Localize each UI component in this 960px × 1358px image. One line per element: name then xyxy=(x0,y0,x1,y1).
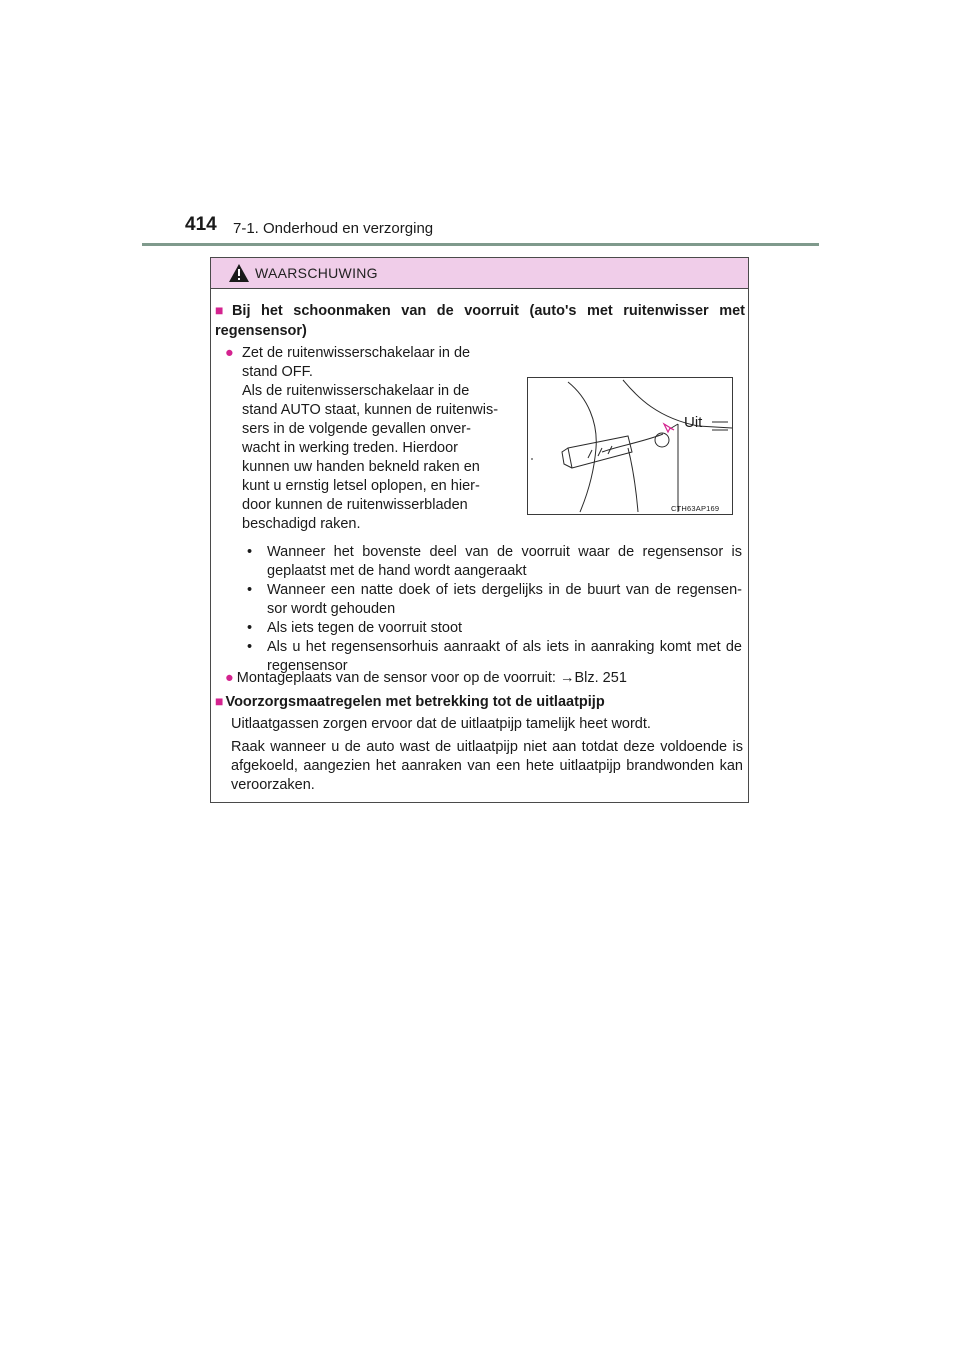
item-line: wacht in werking treden. Hierdoor xyxy=(242,440,458,456)
section-title: 7-1. Onderhoud en verzorging xyxy=(233,220,434,237)
dot-marker: • xyxy=(247,620,253,636)
list-item: • Als iets tegen de voorruit stoot xyxy=(247,620,463,636)
list-item-ruitenwisserschakelaar xyxy=(225,344,515,534)
list-item: • Wanneer het bovenste deel van de voorruit waar de regensensor is geplaatst met de hand wordt aangeraakt xyxy=(247,544,742,579)
item-line: kunt u ernstig letsel oplopen, en hier- xyxy=(242,478,480,494)
item-line: kunnen uw handen bekneld raken en xyxy=(242,459,480,475)
item-line: stand OFF. xyxy=(242,364,313,380)
list-item: • Wanneer een natte doek of iets dergelijks in de buurt van de regensen-sor wordt gehouden xyxy=(247,582,742,617)
list-item: • Als u het regensensorhuis aanraakt of als iets in aanraking komt met de regensensor xyxy=(247,639,742,674)
dot-marker: • xyxy=(247,639,253,655)
item-line: Als de ruitenwisserschakelaar in de xyxy=(242,383,470,399)
warning-box xyxy=(210,257,749,803)
dot-marker: • xyxy=(247,544,253,560)
item-line: door kunnen de ruitenwisserbladen xyxy=(242,497,468,513)
square-bullet-icon: ■ xyxy=(215,693,224,709)
item-line: stand AUTO staat, kunnen de ruitenwis- xyxy=(242,402,499,418)
figure-label-off: Uit xyxy=(684,414,703,431)
section-heading-voorruit: ■ Bij het schoonmaken van de voorruit (auto's met ruitenwisser met regensensor) xyxy=(215,302,745,339)
warning-title: WAARSCHUWING xyxy=(255,265,378,281)
dot-marker: • xyxy=(247,582,253,598)
paragraph-uitlaatgassen: Uitlaatgassen zorgen ervoor dat de uitlaatpijp tamelijk heet wordt. xyxy=(231,716,651,732)
warning-triangle-icon xyxy=(228,263,250,283)
section-heading-uitlaatpijp: ■ Voorzorgsmaatregelen met betrekking tot de uitlaatpijp xyxy=(215,693,605,710)
item-line: sers in de volgende gevallen onver- xyxy=(242,421,471,437)
wiper-switch-figure xyxy=(527,377,733,515)
warning-header xyxy=(211,258,748,289)
circle-bullet-icon: ● xyxy=(225,670,234,686)
wiper-lever-illustration xyxy=(528,378,732,514)
list-item-montageplaats: ● Montageplaats van de sensor voor op de voorruit: →Blz. 251 xyxy=(225,670,627,686)
page-number: 414 xyxy=(185,214,217,235)
header-rule xyxy=(142,243,819,246)
square-bullet-icon: ■ xyxy=(215,302,230,318)
item-line: Zet de ruitenwisserschakelaar in de xyxy=(242,345,471,361)
item-line: beschadigd raken. xyxy=(242,516,361,532)
sub-list-conditions xyxy=(247,543,742,676)
circle-bullet-icon: ● xyxy=(225,345,234,361)
paragraph-afkoelen: Raak wanneer u de auto wast de uitlaatpijp niet aan totdat deze voldoende is afgekoeld, aangezien het aanraken van een hete uitlaatpijp brandwonden kan veroorzaken. xyxy=(231,739,743,793)
figure-code: CTH63AP169 xyxy=(671,504,720,513)
